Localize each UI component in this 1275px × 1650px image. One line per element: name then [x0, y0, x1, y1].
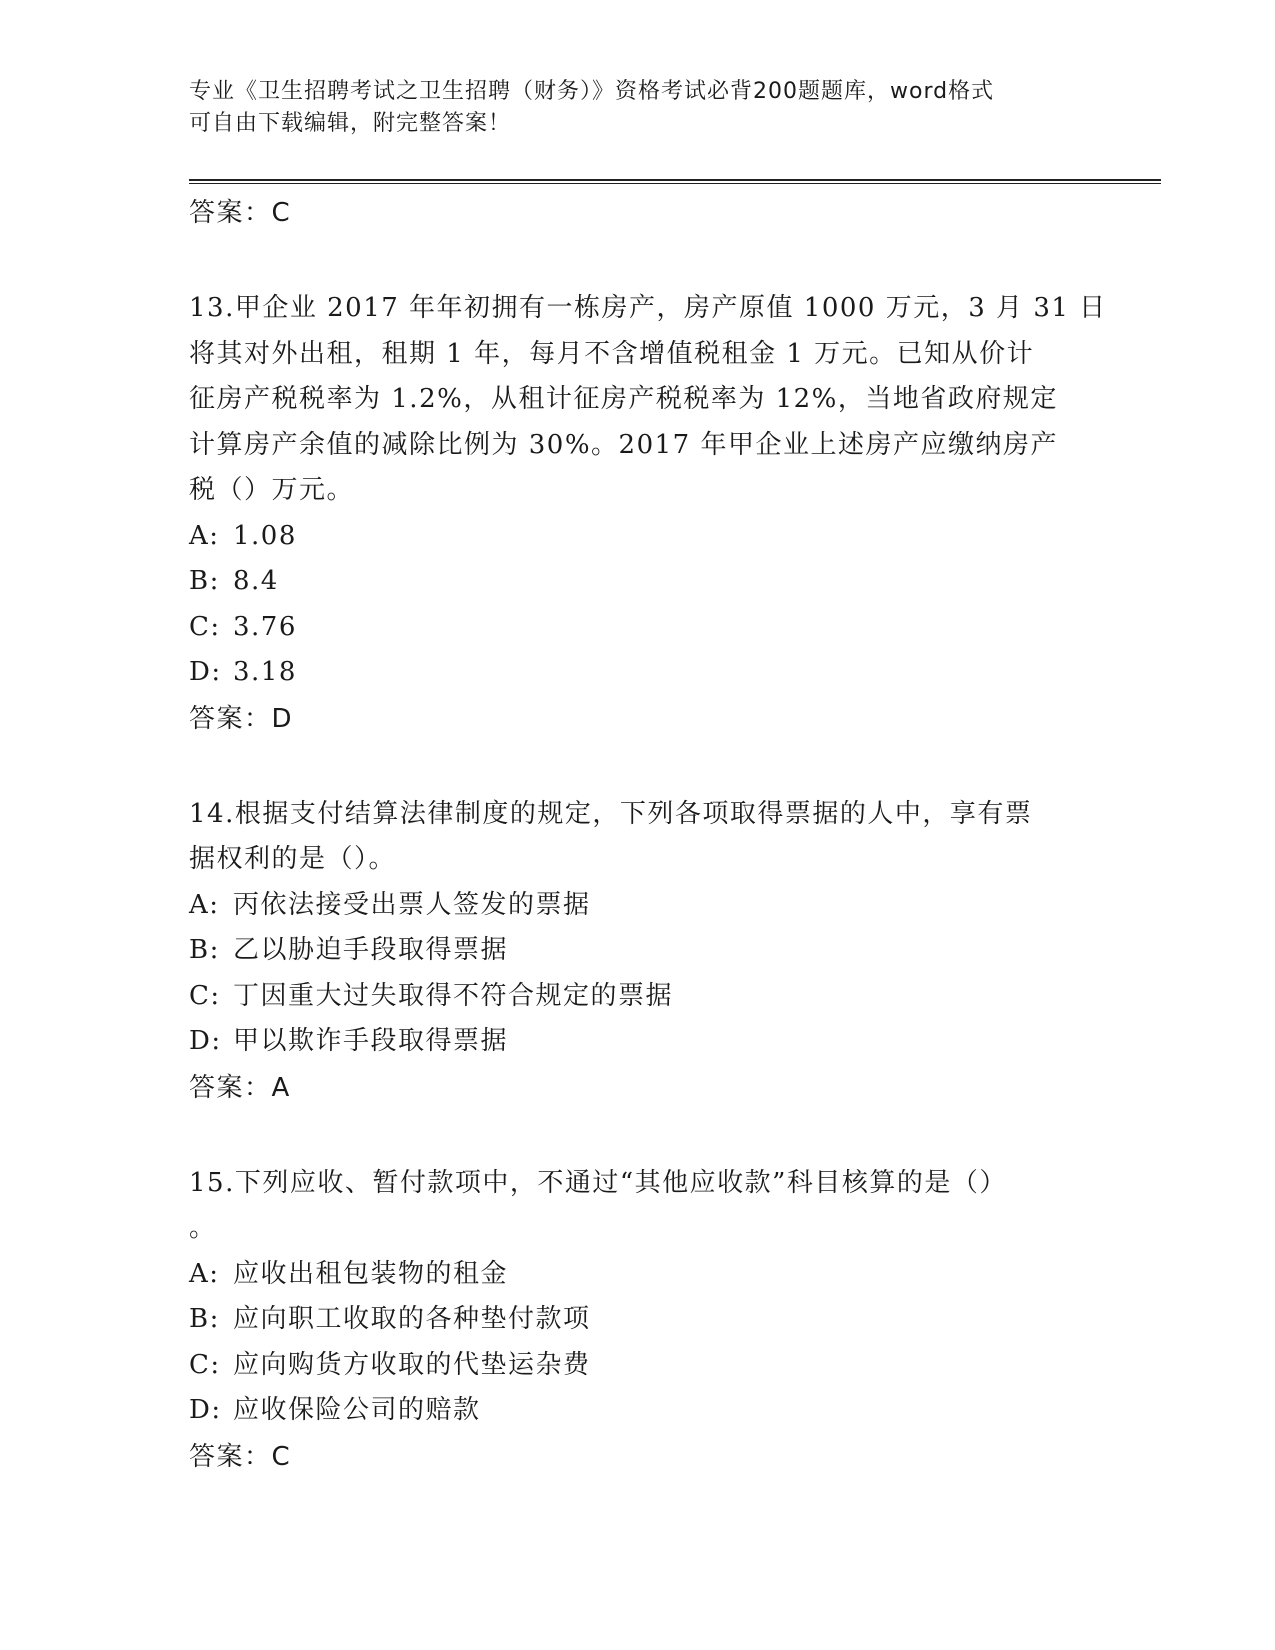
spacer — [189, 236, 1089, 286]
previous-answer: 答案：C — [189, 198, 292, 228]
answer-line: 答案：A — [189, 1072, 291, 1103]
option-b — [189, 559, 1089, 605]
option-letter: B: — [189, 1304, 220, 1334]
header-divider-thin — [189, 183, 1161, 184]
option-letter: A: — [189, 889, 220, 920]
question-line: 将其对外出租，租期 1 年，每月不含增值税租金 1 万元。已知从价计 — [189, 338, 1035, 369]
option-letter: A: — [189, 520, 220, 551]
option-letter: A: — [189, 1258, 220, 1289]
option-c — [189, 974, 1089, 1020]
option-text: 甲以欺诈手段取得票据 — [233, 1026, 509, 1056]
option-letter: D: — [189, 1395, 222, 1425]
option-c — [189, 605, 1089, 651]
option-c — [189, 1343, 1089, 1389]
question-line: 据权利的是（）。 — [189, 844, 397, 874]
question-line: 14.根据支付结算法律制度的规定，下列各项取得票据的人中，享有票 — [189, 798, 1033, 829]
question-text — [189, 792, 1089, 883]
question-line: 征房产税税率为 1.2%，从租计征房产税税率为 12%，当地省政府规定 — [189, 384, 1058, 414]
option-letter: B: — [189, 566, 220, 596]
header-divider-thick — [189, 179, 1161, 181]
option-text: 3.76 — [233, 611, 297, 642]
option-a — [189, 883, 1089, 929]
header-line-1: 专业《卫生招聘考试之卫生招聘（财务）》资格考试必背200题题库，word格式 — [189, 79, 995, 104]
option-d — [189, 650, 1089, 696]
option-letter: B: — [189, 935, 220, 965]
question-text — [189, 286, 1107, 514]
spacer — [189, 1111, 1089, 1161]
option-text: 应向职工收取的各种垫付款项 — [233, 1304, 591, 1334]
option-text: 8.4 — [233, 566, 279, 596]
option-b — [189, 928, 1089, 974]
option-text: 应收出租包装物的租金 — [233, 1258, 509, 1289]
option-letter: C: — [189, 980, 221, 1011]
option-d — [189, 1388, 1089, 1434]
question-line: 计算房产余值的减除比例为 30%。2017 年甲企业上述房产应缴纳房产 — [189, 429, 1058, 460]
option-letter: C: — [189, 1349, 221, 1380]
option-text: 乙以胁迫手段取得票据 — [233, 935, 509, 965]
option-b — [189, 1297, 1089, 1343]
option-text: 丁因重大过失取得不符合规定的票据 — [233, 980, 674, 1011]
question-line: 15.下列应收、暂付款项中，不通过“其他应收款”科目核算的是（） — [189, 1167, 1007, 1198]
question-line: 税（）万元。 — [189, 475, 355, 505]
option-letter: D: — [189, 1026, 222, 1056]
option-d — [189, 1019, 1089, 1065]
option-text: 应收保险公司的赔款 — [233, 1395, 481, 1425]
option-letter: D: — [189, 657, 222, 687]
question-block-15 — [189, 1161, 1089, 1480]
question-block-14 — [189, 792, 1089, 1111]
question-content — [189, 190, 1107, 1480]
question-text — [189, 1161, 1089, 1252]
option-text: 丙依法接受出票人签发的票据 — [233, 889, 591, 920]
question-block-13 — [189, 286, 1107, 742]
option-letter: C: — [189, 611, 221, 642]
header-line-2: 可自由下载编辑，附完整答案！ — [189, 111, 512, 136]
option-text: 3.18 — [233, 657, 297, 687]
option-a — [189, 514, 1089, 560]
question-line: 13.甲企业 2017 年年初拥有一栋房产，房产原值 1000 万元，3 月 31 日 — [189, 293, 1107, 323]
spacer — [189, 742, 1089, 792]
answer-line: 答案：D — [189, 703, 294, 734]
option-a — [189, 1252, 1089, 1298]
option-text: 1.08 — [233, 520, 297, 551]
question-line: 。 — [189, 1213, 217, 1243]
answer-line: 答案：C — [189, 1441, 292, 1472]
option-text: 应向购货方收取的代垫运杂费 — [233, 1349, 591, 1380]
document-header — [189, 76, 1069, 140]
